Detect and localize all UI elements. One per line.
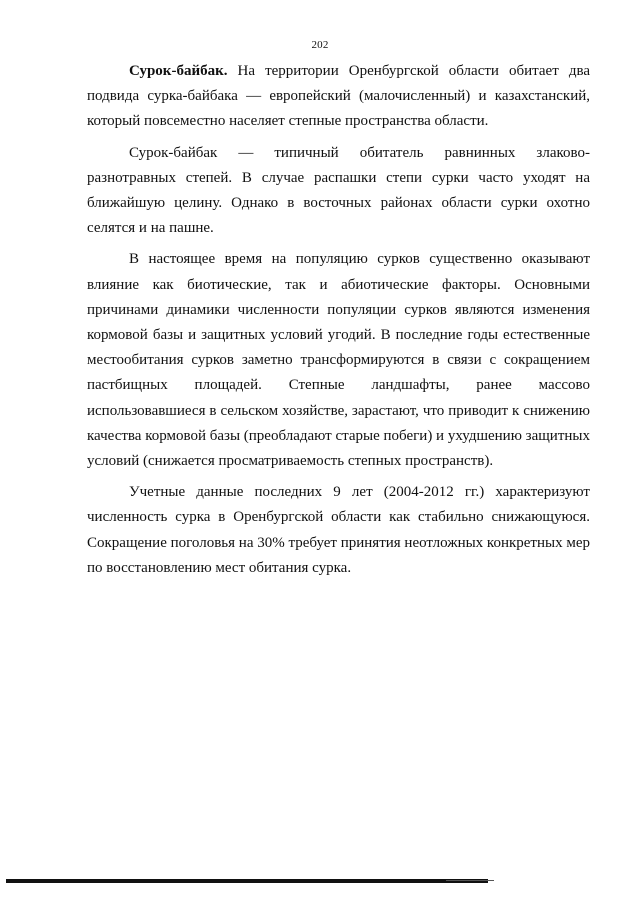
document-body	[87, 59, 590, 581]
paragraph-census-data: Учетные данные последних 9 лет (2004-2012 гг.) характеризуют численность сурка в Оренбургской области как стабильно снижающуюся. Сокращение поголовья на 30% требует принятия неотложных конкретных мер по восстановлению мест обитания сурка.	[87, 484, 590, 576]
page-number: 202	[311, 39, 329, 51]
section-term: Сурок-байбак.	[129, 63, 228, 79]
bottom-scan-rule	[6, 879, 488, 883]
paragraph-population-factors: В настоящее время на популяцию сурков существенно оказывают влияние как биотические, так и абиотические факторы. Основными причинами динамики численности популяции сурков являются изменения кормовой базы и защитных условий угодий. В последние годы естественные местообитания сурков заметно трансформируются в связи с сокращением пастбищных площадей. Степные ландшафты, ранее массово использовавшиеся в сельском хозяйстве, зарастают, что приводит к снижению качества кормовой базы (преобладают старые побеги) и ухудшению защитных условий (снижается просматриваемость степных пространств).	[87, 251, 590, 470]
paragraph-marmot-subspecies	[87, 59, 590, 135]
paragraph-habitat: Сурок-байбак — типичный обитатель равнинных злаково-разнотравных степей. В случае распашки степи сурки часто уходят на ближайшую целину. Однако в восточных районах области сурки охотно селятся и на пашне.	[87, 144, 590, 237]
paragraph-text: На территории Оренбургской области обитает два подвида сурка-байбака — европейский (малочисленный) и казахстанский, который повсеместно населяет степные пространства области.	[87, 63, 590, 130]
